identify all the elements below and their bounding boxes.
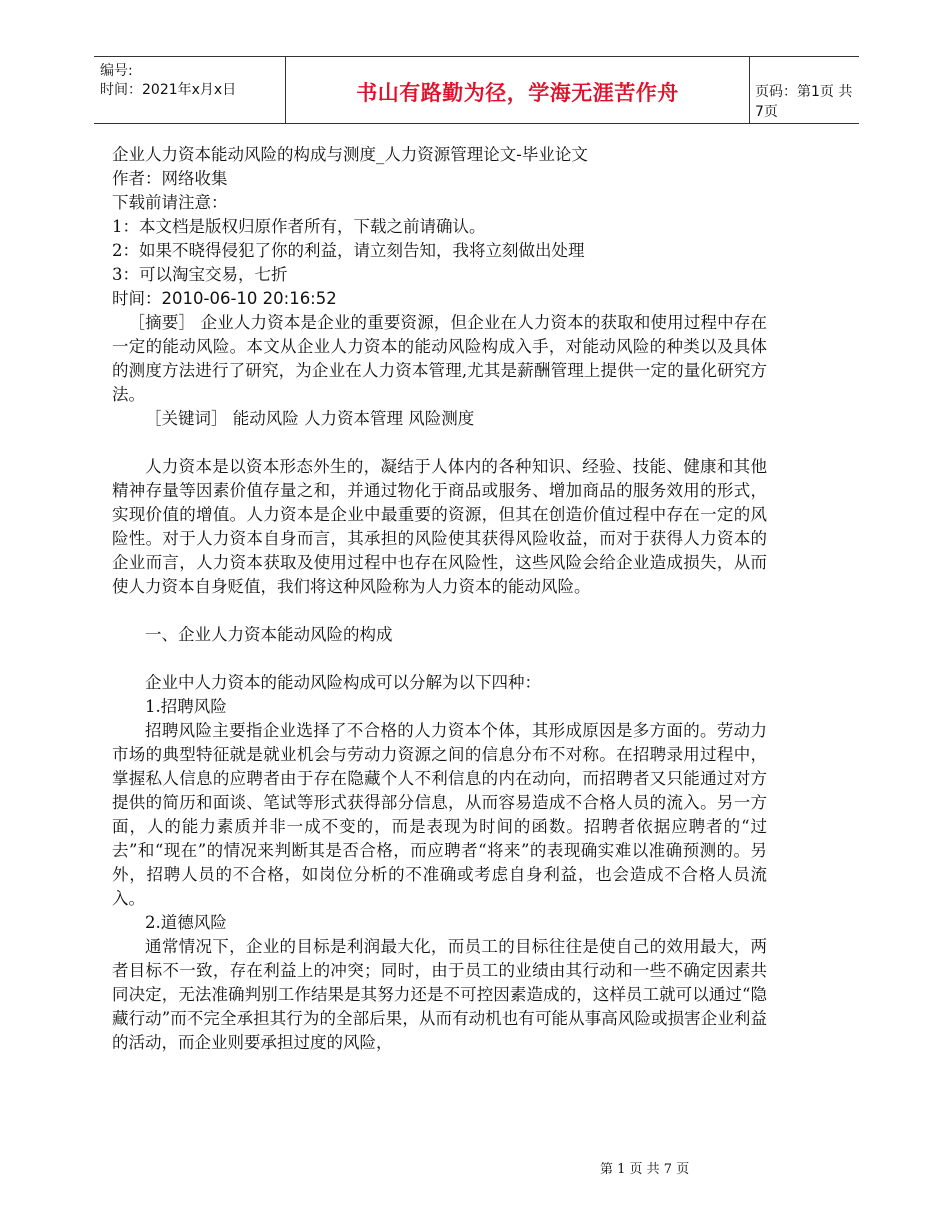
motto: 书山有路勤为径，学海无涯苦作舟: [356, 81, 679, 105]
keywords: ［关键词］ 能动风险 人力资本管理 风险测度: [145, 409, 475, 428]
document-title: 企业人力资本能动风险的构成与测度_人力资源管理论文-毕业论文: [112, 145, 588, 164]
author: 作者：网络收集: [112, 169, 228, 188]
document-body: [112, 143, 767, 1055]
section-lead: 企业中人力资本的能动风险构成可以分解为以下四种：: [145, 673, 541, 692]
document-header: [94, 56, 859, 124]
notice-item-1: 1：本文档是版权归原作者所有，下载之前请确认。: [112, 217, 486, 236]
subsection-text-2: 通常情况下，企业的目标是利润最大化，而员工的目标往往是使自己的效用最大，两者目标不一致，存在利益上的冲突；同时，由于员工的业绩由其行动和一些不确定因素共同决定，无法准确判别工作结果是其努力还是不可控因素造成的，这样员工就可以通过“隐藏行动”而不完全承担其行为的全部后果，从而有动机也有可能从事高风险或损害企业利益的活动，而企业则要承担过度的风险，: [112, 937, 767, 1052]
subsection-text-1: 招聘风险主要指企业选择了不合格的人力资本个体，其形成原因是多方面的。劳动力市场的典型特征就是就业机会与劳动力资源之间的信息分布不对称。在招聘录用过程中，掌握私人信息的应聘者由于存在隐藏个人不利信息的内在动向，而招聘者又只能通过对方提供的简历和面谈、笔试等形式获得部分信息，从而容易造成不合格人员的流入。另一方面，人的能力素质并非一成不变的，而是表现为时间的函数。招聘者依据应聘者的“过去”和“现在”的情况来判断其是否合格，而应聘者“将来”的表现确实难以准确预测的。另外，招聘人员的不合格，如岗位分析的不准确或考虑自身利益，也会造成不合格人员流入。: [112, 721, 767, 908]
subsection-heading-2: 2.道德风险: [145, 913, 227, 932]
publish-time: 时间：2010-06-10 20:16:52: [112, 289, 337, 308]
page-info: 页码：第1页 共7页: [755, 84, 853, 120]
page-footer: 第 1 页 共 7 页: [600, 1162, 690, 1177]
header-meta-cell: [94, 57, 285, 123]
notice-item-2: 2：如果不晓得侵犯了你的利益，请立刻告知，我将立刻做出处理: [112, 241, 585, 260]
header-page-cell: [749, 57, 859, 123]
section-heading: 一、企业人力资本能动风险的构成: [145, 625, 393, 644]
subsection-heading-1: 1.招聘风险: [145, 697, 227, 716]
notice-item-3: 3：可以淘宝交易，七折: [112, 265, 288, 284]
header-motto-cell: [285, 57, 750, 123]
time-label: 时间：2021年x月x日: [100, 82, 237, 98]
notice-heading: 下载前请注意：: [112, 193, 228, 212]
abstract: ［摘要］ 企业人力资本是企业的重要资源，但企业在人力资本的获取和使用过程中存在一定的能动风险。本文从企业人力资本的能动风险构成入手，对能动风险的种类以及具体的测度方法进行了研究，为企业在人力资本管理,尤其是薪酬管理上提供一定的量化研究方法。: [112, 313, 767, 404]
code-label: 编号:: [100, 63, 133, 79]
intro-paragraph: 人力资本是以资本形态外生的，凝结于人体内的各种知识、经验、技能、健康和其他精神存量等因素价值存量之和，并通过物化于商品或服务、增加商品的服务效用的形式，实现价值的增值。人力资本是企业中最重要的资源，但其在创造价值过程中存在一定的风险性。对于人力资本自身而言，其承担的风险使其获得风险收益，而对于获得人力资本的企业而言，人力资本获取及使用过程中也存在风险性，这些风险会给企业造成损失，从而使人力资本自身贬值，我们将这种风险称为人力资本的能动风险。: [112, 457, 767, 596]
